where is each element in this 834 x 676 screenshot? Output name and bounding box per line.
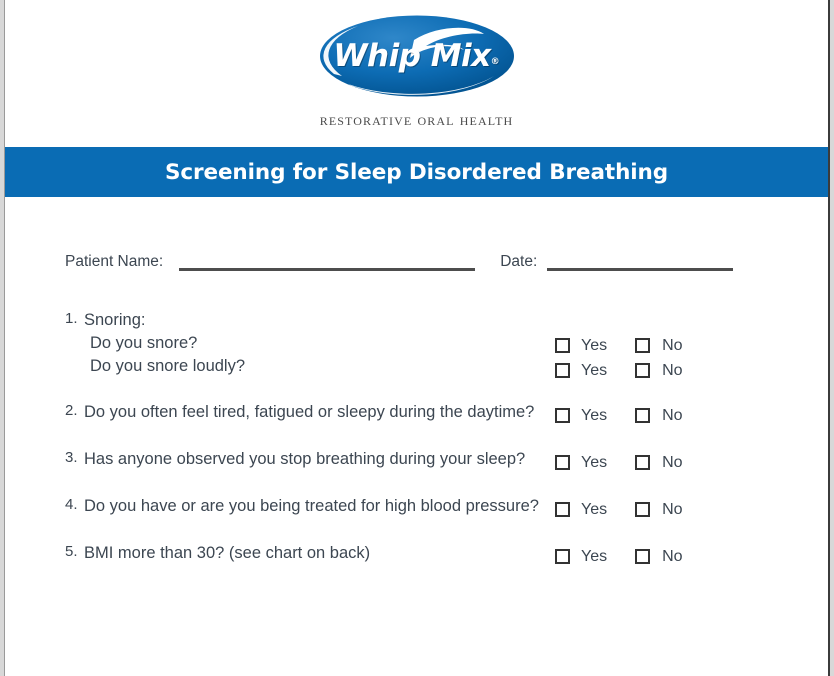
yes-option[interactable] (555, 454, 607, 472)
date-label: Date: (500, 253, 538, 270)
brand-header (5, 0, 828, 130)
no-option[interactable] (635, 548, 682, 566)
form-title-bar (5, 147, 828, 197)
question-text (65, 309, 555, 379)
checkbox-no[interactable] (635, 363, 650, 378)
yes-label: Yes (581, 453, 608, 471)
no-label: No (662, 500, 683, 518)
question-subitem: Do you snore? (90, 333, 198, 352)
yes-label: Yes (581, 336, 608, 354)
answer-group (555, 495, 683, 522)
question-label: Snoring: (84, 311, 146, 329)
no-option[interactable] (635, 407, 682, 425)
answer-row (555, 497, 683, 522)
yes-option[interactable] (555, 407, 607, 425)
question-label: Has anyone observed you stop breathing during your sleep? (84, 450, 526, 468)
checkbox-no[interactable] (635, 502, 650, 517)
registered-mark-icon: ® (490, 57, 500, 67)
yes-option[interactable] (555, 548, 607, 566)
question-label: Do you have or are you being treated for high blood pressure? (84, 497, 539, 515)
question-text (65, 542, 555, 565)
no-option[interactable] (635, 454, 682, 472)
no-label: No (662, 453, 683, 471)
question-item (65, 401, 798, 428)
yes-option[interactable] (555, 501, 607, 519)
checkbox-yes[interactable] (555, 408, 570, 423)
form-body (5, 253, 828, 569)
yes-label: Yes (581, 406, 608, 424)
no-option[interactable] (635, 362, 682, 380)
yes-option[interactable] (555, 337, 607, 355)
brand-tagline: restorative oral health (319, 110, 514, 129)
question-text (65, 495, 555, 518)
checkbox-no[interactable] (635, 338, 650, 353)
question-number: 5. (65, 543, 78, 560)
question-item (65, 309, 798, 383)
yes-label: Yes (581, 547, 608, 565)
question-number: 3. (65, 449, 78, 466)
patient-info-row (5, 253, 828, 273)
patient-name-input[interactable] (179, 268, 475, 271)
question-label: BMI more than 30? (see chart on back) (84, 544, 371, 562)
question-number: 4. (65, 496, 78, 513)
yes-label: Yes (581, 361, 608, 379)
answer-row (555, 450, 683, 475)
answer-row (555, 358, 683, 383)
answer-group (555, 309, 683, 383)
answer-row (555, 333, 683, 358)
no-label: No (662, 336, 683, 354)
no-label: No (662, 361, 683, 379)
checkbox-yes[interactable] (555, 502, 570, 517)
answer-group (555, 401, 683, 428)
checkbox-no[interactable] (635, 408, 650, 423)
question-item (65, 448, 798, 475)
question-number: 1. (65, 310, 78, 327)
answer-group (555, 448, 683, 475)
question-label: Do you often feel tired, fatigued or sleepy during the daytime? (84, 403, 535, 421)
questions-list (5, 309, 828, 569)
page-title: Screening for Sleep Disordered Breathing (164, 159, 669, 185)
whip-mix-logo (318, 14, 516, 98)
answer-row (555, 403, 683, 428)
checkbox-no[interactable] (635, 549, 650, 564)
question-text (65, 448, 555, 471)
logo-text: Whip Mix (333, 38, 491, 74)
patient-name-label: Patient Name: (65, 253, 164, 270)
no-label: No (662, 406, 683, 424)
question-number: 2. (65, 402, 78, 419)
checkbox-no[interactable] (635, 455, 650, 470)
yes-option[interactable] (555, 362, 607, 380)
answer-row (555, 544, 683, 569)
date-input[interactable] (547, 268, 733, 271)
question-text (65, 401, 555, 424)
answer-group (555, 542, 683, 569)
checkbox-yes[interactable] (555, 455, 570, 470)
yes-label: Yes (581, 500, 608, 518)
checkbox-yes[interactable] (555, 549, 570, 564)
question-item (65, 542, 798, 569)
question-subitem: Do you snore loudly? (90, 357, 246, 376)
checkbox-yes[interactable] (555, 338, 570, 353)
logo-wordmark (318, 38, 516, 74)
no-option[interactable] (635, 501, 682, 519)
checkbox-yes[interactable] (555, 363, 570, 378)
question-item (65, 495, 798, 522)
document-page (4, 0, 830, 676)
no-label: No (662, 547, 683, 565)
no-option[interactable] (635, 337, 682, 355)
